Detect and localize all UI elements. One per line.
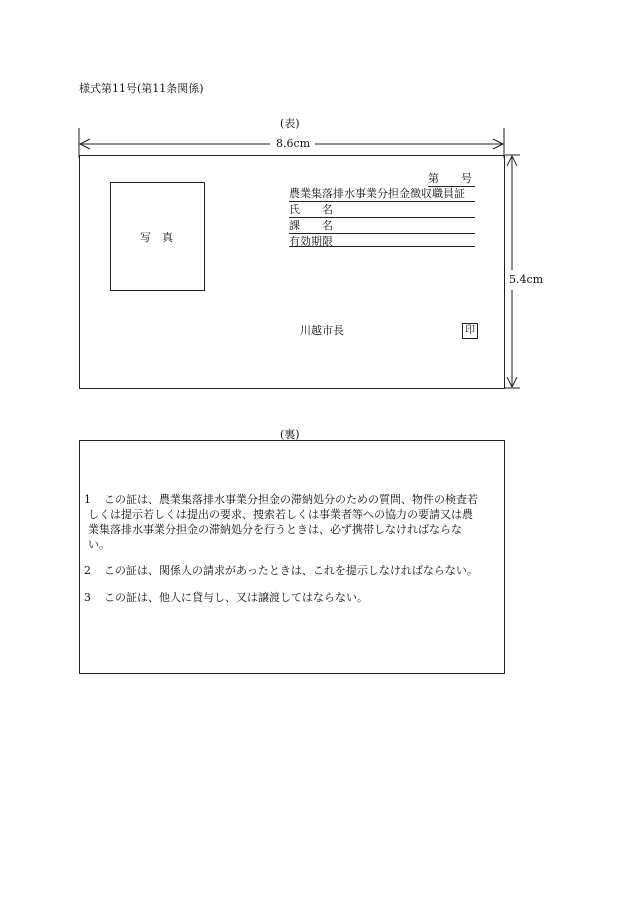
form-title: 様式第11号(第11条関係) [79,82,204,95]
issuer-name: 川越市長 [300,324,344,337]
note-1-line-2: しくは提示若しくは提出の要求、捜索若しくは事業者等への協力の要請又は農 [88,508,473,521]
note-2-number: 2 [84,564,91,577]
field-section-underline [289,233,475,234]
width-label: 8.6cm [276,137,311,150]
front-heading: (表) [280,117,300,130]
field-name: 氏 名 [289,203,333,216]
note-1-line-4: い。 [88,538,110,551]
note-2-line-1: この証は、関係人の請求があったときは、これを提示しなければならない。 [104,564,478,577]
field-section: 課 名 [289,219,333,232]
height-label: 5.4cm [509,273,544,286]
photo-label: 写 真 [140,231,173,244]
field-expiry: 有効期限 [289,235,333,248]
note-1-line-3: 業集落排水事業分担金の滞納処分を行うときは、必ず携帯しなければならな [88,523,462,536]
back-heading: (裏) [280,428,300,441]
note-2 [84,563,500,579]
note-1-line-1: この証は、農業集落排水事業分担金の滞納処分のための質問、物件の検査若 [104,493,478,506]
field-name-underline [289,217,475,218]
note-1-number: 1 [84,493,91,506]
card-title-underline [289,201,475,202]
field-expiry-underline [289,246,475,247]
seal-mark: 印 [462,323,478,339]
note-3-number: 3 [84,591,91,604]
card-back [79,440,505,674]
note-3 [84,590,500,606]
note-1 [84,492,500,552]
note-3-line-1: この証は、他人に貸与し、又は譲渡してはならない。 [104,591,368,604]
card-number-label: 第 号 [428,172,472,185]
card-title: 農業集落排水事業分担金徴収職員証 [289,187,465,200]
